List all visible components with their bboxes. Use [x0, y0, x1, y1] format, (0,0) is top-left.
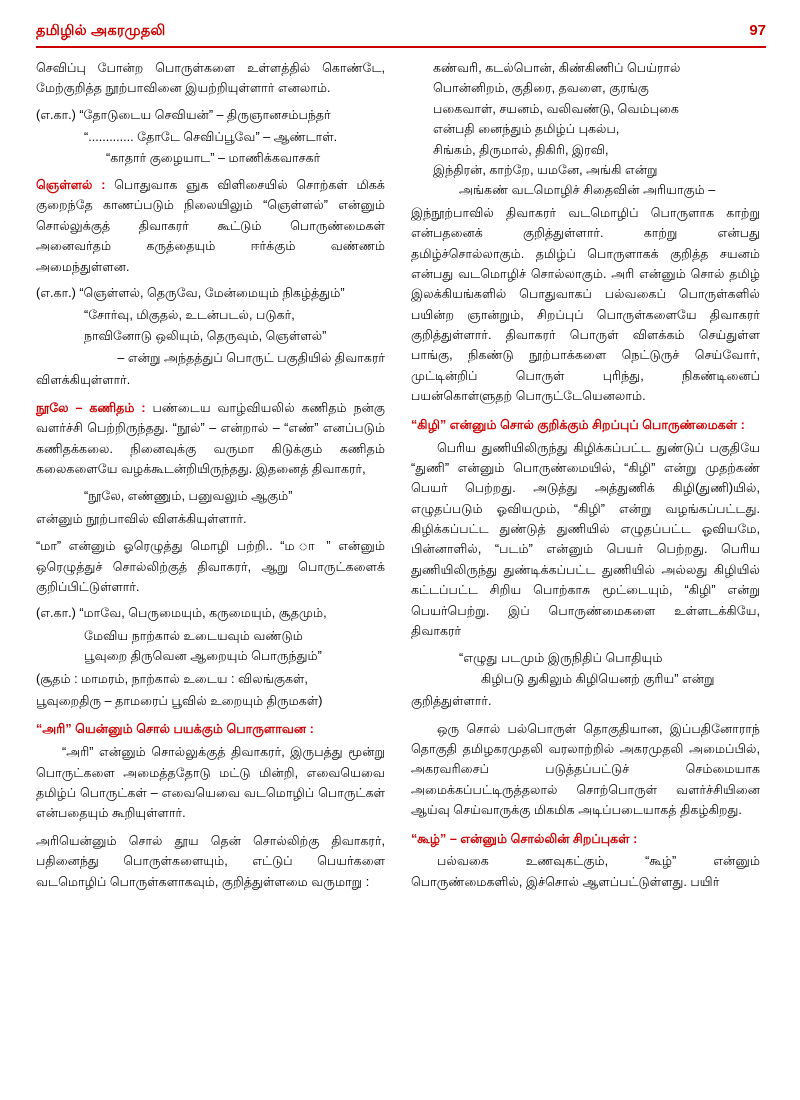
paragraph: விளக்கியுள்ளார். — [36, 373, 131, 388]
dictionary-entry — [36, 398, 385, 480]
entry-headword: நூலே – கணிதம் — [36, 400, 135, 415]
paragraph: இந்நூற்பாவில் திவாகரர் வடமொழிப் பொருளாக காற்று என்பதனைக் குறித்துள்ளார். காற்று என்பது தமிழ்ச்சொல்லாகும். தமிழ்ப் பொருளாகக் குறித்த சயனம் என்பது வடமொழிச் சொல்லாகும். அரி என்னும் சொல் தமிழ் இலக்கியங்களில் பொதுவாகப் பல்வகைப் பொருள்களில் பயின்ற ஞான்றும், சிறப்புப் பொருள்களையே திவாகரர் குறித்துள்ளார். திவாகரர் பொருள் விளக்கம் செய்துள்ள பாங்கு, நிகண்டு நூற்பாக்களை நெட்டுருச் செய்வோர், முட்டின்றிப் பொருள் புரிந்து, நிகண்டினைப் பயன்கொள்ளுதற் பொருட்டேயெனலாம். — [411, 205, 760, 404]
paragraph: “மா” என்னும் ஓரெழுத்து மொழி பற்றி.. “ம ா ” என்னும் ஒரெழுத்துச் சொல்லிற்குத் திவாகரர், ஆறு பொருட்களைக் குறிப்பிட்டுள்ளார். — [36, 539, 385, 594]
gloss-line: பூவுறைதிரு – தாமரைப் பூவில் உறையும் திருமகள்) — [36, 693, 323, 708]
left-column — [36, 58, 385, 1068]
verse-line: பூவுறை திருவென ஆறையும் பொருந்தும்” — [84, 649, 322, 664]
page-header — [36, 22, 766, 46]
verse-line: “எழுது படமும் இருநிதிப் பொதியும் — [459, 651, 663, 666]
paragraph: பல்வகை உணவுகட்கும், “கூழ்” என்னும் பொருண்மைகளில், இச்சொல் ஆளப்பட்டுள்ளது. பயிர் — [411, 854, 760, 889]
verse-line: “சோர்வு, மிகுதல், உடன்படல், படுகர், — [84, 308, 295, 323]
verse-line: நாவினோடு ஒலியும், தெருவும், ஞெள்ளல்” — [84, 328, 327, 343]
two-column-body — [36, 58, 766, 1068]
section-heading: “கிழி” என்னும் சொல் குறிக்கும் சிறப்புப் பொருண்மைகள் : — [411, 417, 745, 432]
verse-line: அங்கண் வடமொழிச் சிதைவின் அரியாகும் – — [459, 183, 716, 198]
verse-attribution: – என்று அந்தத்துப் பொருட் பகுதியில் திவாகரர் — [117, 351, 385, 366]
page-number: 97 — [749, 22, 766, 39]
verse-line: இந்திரன், காற்றே, யமனே, அங்கி என்று — [433, 162, 658, 177]
verse-line: “நூலே, எண்ணும், பனுவலும் ஆகும்” — [84, 489, 293, 504]
example-line: (எ.கா.) “தோடுடைய செவியன்” – திருஞானசம்பந்தர் — [36, 107, 331, 122]
paragraph: என்னும் நூற்பாவில் விளக்கியுள்ளார். — [36, 511, 247, 526]
verse-line: சிங்கம், திருமால், திகிரி, இரவி, — [433, 142, 609, 157]
verse-line: மேவிய நாற்கால் உடையவும் வண்டும் — [84, 628, 303, 643]
paragraph: செவிப்பு போன்ற பொருள்களை உள்ளத்தில் கொண்டே, மேற்குறித்த நூற்பாவினை இயற்றியுள்ளார் எனலாம். — [36, 61, 385, 96]
example-line: (எ.கா.) “மாவே, பெருமையும், கருமையும், சூதமும், — [36, 606, 327, 621]
verse-line: பகைவாள், சயனம், வலிவண்டு, வெம்புகை — [433, 101, 679, 116]
right-column — [411, 58, 760, 1068]
verse-line: பொன்னிறம், குதிரை, தவளை, குரங்கு — [433, 81, 649, 96]
entry-headword: ஞெள்ளல் — [36, 177, 93, 192]
header-divider — [36, 46, 766, 48]
verse-line: என்பதி னைந்தும் தமிழ்ப் புகல்ப, — [433, 122, 620, 137]
verse-line: கண்வரி, கடல்பொன், கிண்கிணிப் பெய்ரால் — [433, 61, 681, 75]
entry-text: பொதுவாக ஞுக விளிசையில் சொற்கள் மிகக் குறைந்தே காணப்படும் நிலையிலும் “ஞெள்ளல்” என்னும் சொல்லுக்குத் திவாகரர் கூட்டும் பொருண்மைகள் அனைவர்தம் கருத்தையும் ஈர்க்கும் வண்ணம் அமைந்துள்ளன. — [36, 177, 385, 274]
paragraph: ஒரு சொல் பல்பொருள் தொகுதியான, இப்பதினோராந் தொகுதி தமிழகரமுதலி வரலாற்றில் அகரமுதலி அமைப்பில், அகரவரிசைப் படுத்தப்பட்டுச் செம்மையாக அமைக்கப்பட்டிருத்தலால் சொற்பொருள் வளர்ச்சியினை ஆய்வு செய்வாருக்கு மிகமிக அடிப்படையாகத் திகழ்கிறது. — [411, 721, 760, 818]
entry-text: பண்டைய வாழ்வியலில் கணிதம் நன்கு வளர்ச்சி பெற்றிருந்தது. “நூல்” – என்றால் – “எண்” எனப்படும் கணிதக்கலை. நினைவுக்கு வருமா கிடுக்கும் கணிதம் கலைகளையே வழக்கூடன்றியிருந்தது. இதனைத் திவாகரர், — [36, 400, 385, 477]
book-title: தமிழில் அகரமுதலி — [36, 23, 166, 39]
paragraph: பெரிய துணியிலிருந்து கிழிக்கப்பட்ட துண்டுப் பகுதியே “துணி” என்னும் பொருண்மையில், “கிழி” என்று முதற்கண் பெயர் பெற்றது. அடுத்து அத்துணிக் கிழி(துணி)யில், எழுதப்படும் ஓவியமும், “கிழி” என்று வழங்கப்பட்டது. கிழிக்கப்பட்ட துண்டுத் துணியில் எழுதப்பட்ட ஓவியமே, பின்னாளில், “படம்” என்னும் பெயர் பெற்றது. பெரிய துணியிலிருந்து துண்டிக்கப்பட்ட துணியில் அல்லது கிழியில் கட்டப்பட்ட சிறிய பொற்காசு மூட்டையும், “கிழி” என்று பெயர்பெற்று. இப் பொருண்மைகளை உள்ளடக்கியே, திவாகரர் — [411, 440, 760, 639]
entry-separator: : — [92, 177, 115, 192]
paragraph: அரியென்னும் சொல் தூய தென் சொல்லிற்கு திவாகரர், பதினைந்து பொருள்களையும், எட்டுப் பெயர்களை வடமொழிப் பொருள்களாகவும், குறித்துள்ளமை வருமாறு : — [36, 833, 385, 889]
paragraph: “அரி” என்னும் சொல்லுக்குத் திவாகரர், இருபத்து மூன்று பொருட்களை அமைத்ததோடு மட்டு மின்றி, எவையெவை தமிழ்ப் பொருட்கள் – எவையெவை வடமொழிப் பொருட்கள் என்பதையும் கூறியுள்ளார். — [36, 745, 385, 821]
verse-line: “காதார் குழையாட” – மாணிக்கவாசகர் — [106, 150, 321, 165]
verse-line: கிழிபடு துகிலும் கிழியெனற் குரிய” என்று — [481, 671, 715, 686]
entry-separator: : — [134, 400, 153, 415]
paragraph: குறித்துள்ளார். — [411, 694, 492, 709]
section-heading: “கூழ்” – என்னும் சொல்லின் சிறப்புகள் : — [411, 831, 638, 846]
dictionary-entry — [36, 175, 385, 277]
section-heading: “அரி” யென்னும் சொல் பயக்கும் பொருளாவன : — [36, 722, 314, 737]
gloss-line: (சூதம் : மாமரம், நாற்கால் உடைய : விலங்குகள், — [36, 671, 308, 686]
verse-line: “............. தோடே செவிப்பூவே” – ஆண்டாள். — [84, 130, 338, 145]
example-line: (எ.கா.) “ஞெள்ளல், தெருவே, மேன்மையும் நிகழ்த்தும்” — [36, 285, 345, 300]
